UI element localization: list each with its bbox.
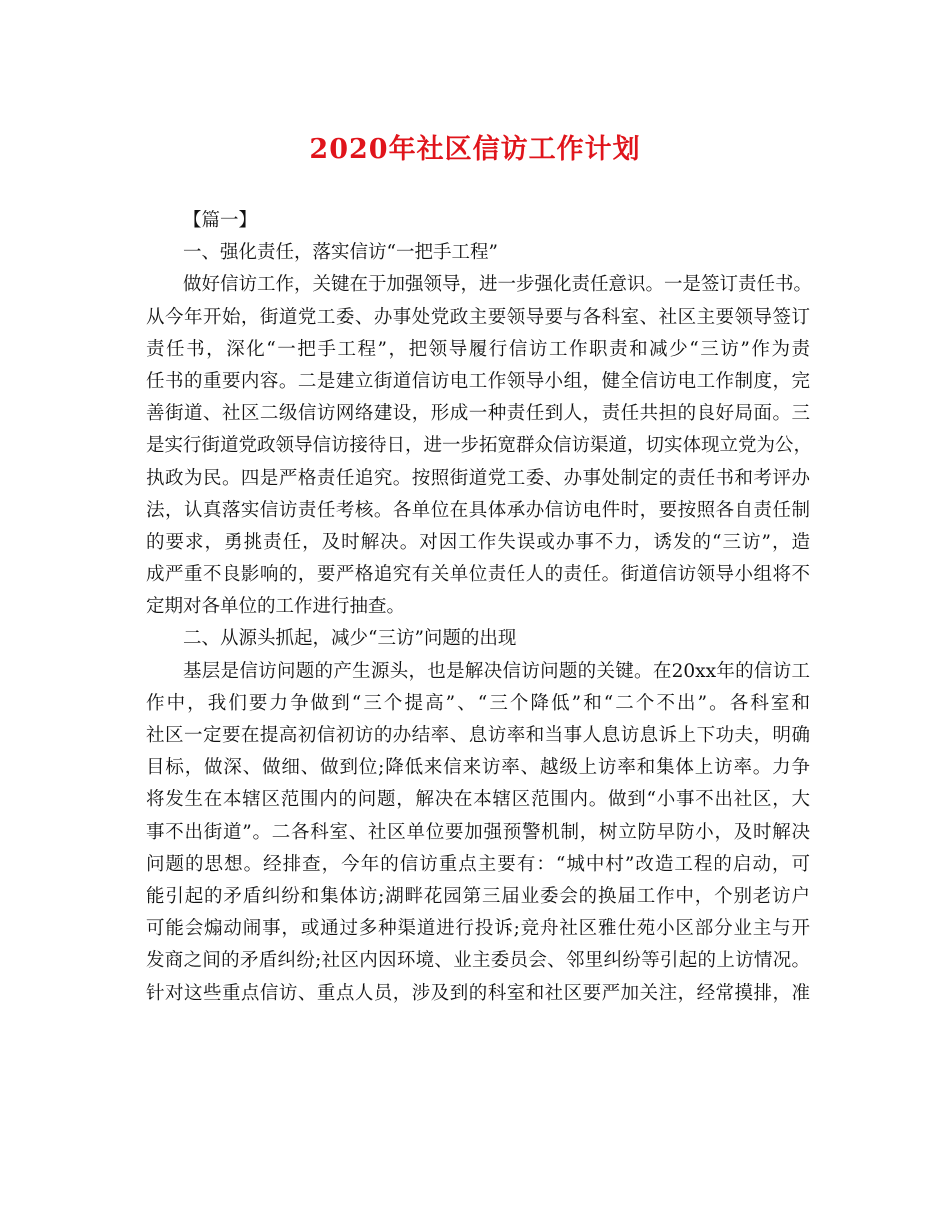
paragraph-line: 执政为民。四是严格责任追究。按照街道党工委、办事处制定的责任书和考评办 (146, 467, 810, 489)
paragraph-line: 社区一定要在提高初信初访的办结率、息访率和当事人息访息诉上下功夫，明确 (146, 725, 810, 746)
paragraph-line: 将发生在本辖区范围内的问题，解决在本辖区范围内。做到“小事不出社区，大 (146, 789, 810, 811)
paragraph-line: 目标，做深、做细、做到位;降低来信来访率、越级上访率和集体上访率。力争 (146, 757, 810, 779)
section-heading: 一、强化责任，落实信访“一把手工程” (183, 242, 498, 264)
paragraph-line: 基层是信访问题的产生源头，也是解决信访问题的关键。在20xx年的信访工 (183, 660, 810, 682)
paragraph-line: 可能会煽动闹事，或通过多种渠道进行投诉;竞舟社区雅仕苑小区部分业主与开 (146, 918, 810, 940)
paragraph-line: 任书的重要内容。二是建立街道信访电工作领导小组，健全信访电工作制度，完 (146, 370, 810, 392)
paragraph-line: 事不出街道”。二各科室、社区单位要加强预警机制，树立防早防小，及时解决 (146, 821, 810, 843)
section-label: 【篇一】 (183, 210, 258, 231)
section-heading: 二、从源头抓起，减少“三访”问题的出现 (183, 628, 517, 650)
document-title: 2020年社区信访工作计划 (309, 134, 641, 165)
paragraph-line: 发商之间的矛盾纠纷;社区内因环境、业主委员会、邻里纠纷等引起的上访情况。 (146, 950, 810, 972)
paragraph-line: 问题的思想。经排查，今年的信访重点主要有：“城中村”改造工程的启动，可 (146, 853, 810, 875)
paragraph-line: 作中，我们要力争做到“三个提高”、“三个降低”和“二个不出”。各科室和 (146, 692, 810, 714)
paragraph-line: 的要求，勇挑责任，及时解决。对因工作失误或办事不力，诱发的“三访”，造 (146, 531, 810, 553)
paragraph-line: 法，认真落实信访责任考核。各单位在具体承办信访电件时，要按照各自责任制 (146, 499, 810, 521)
paragraph-line: 做好信访工作，关键在于加强领导，进一步强化责任意识。一是签订责任书。 (183, 274, 813, 296)
document-body (146, 205, 813, 1010)
paragraph-line: 针对这些重点信访、重点人员，涉及到的科室和社区要严加关注，经常摸排，准 (146, 982, 810, 1004)
paragraph-line: 成严重不良影响的，要严格追究有关单位责任人的责任。街道信访领导小组将不 (146, 564, 810, 586)
paragraph-line: 从今年开始，街道党工委、办事处党政主要领导要与各科室、社区主要领导签订 (146, 306, 810, 328)
paragraph-line: 是实行街道党政领导信访接待日，进一步拓宽群众信访渠道，切实体现立党为公， (146, 435, 813, 457)
paragraph-line: 责任书，深化“一把手工程”，把领导履行信访工作职责和减少“三访”作为责 (146, 338, 810, 360)
paragraph-line: 能引起的矛盾纠纷和集体访;湖畔花园第三届业委会的换届工作中，个别老访户 (146, 885, 810, 907)
paragraph-line: 善街道、社区二级信访网络建设，形成一种责任到人，责任共担的良好局面。三 (146, 403, 810, 425)
paragraph-line: 定期对各单位的工作进行抽查。 (146, 596, 406, 618)
